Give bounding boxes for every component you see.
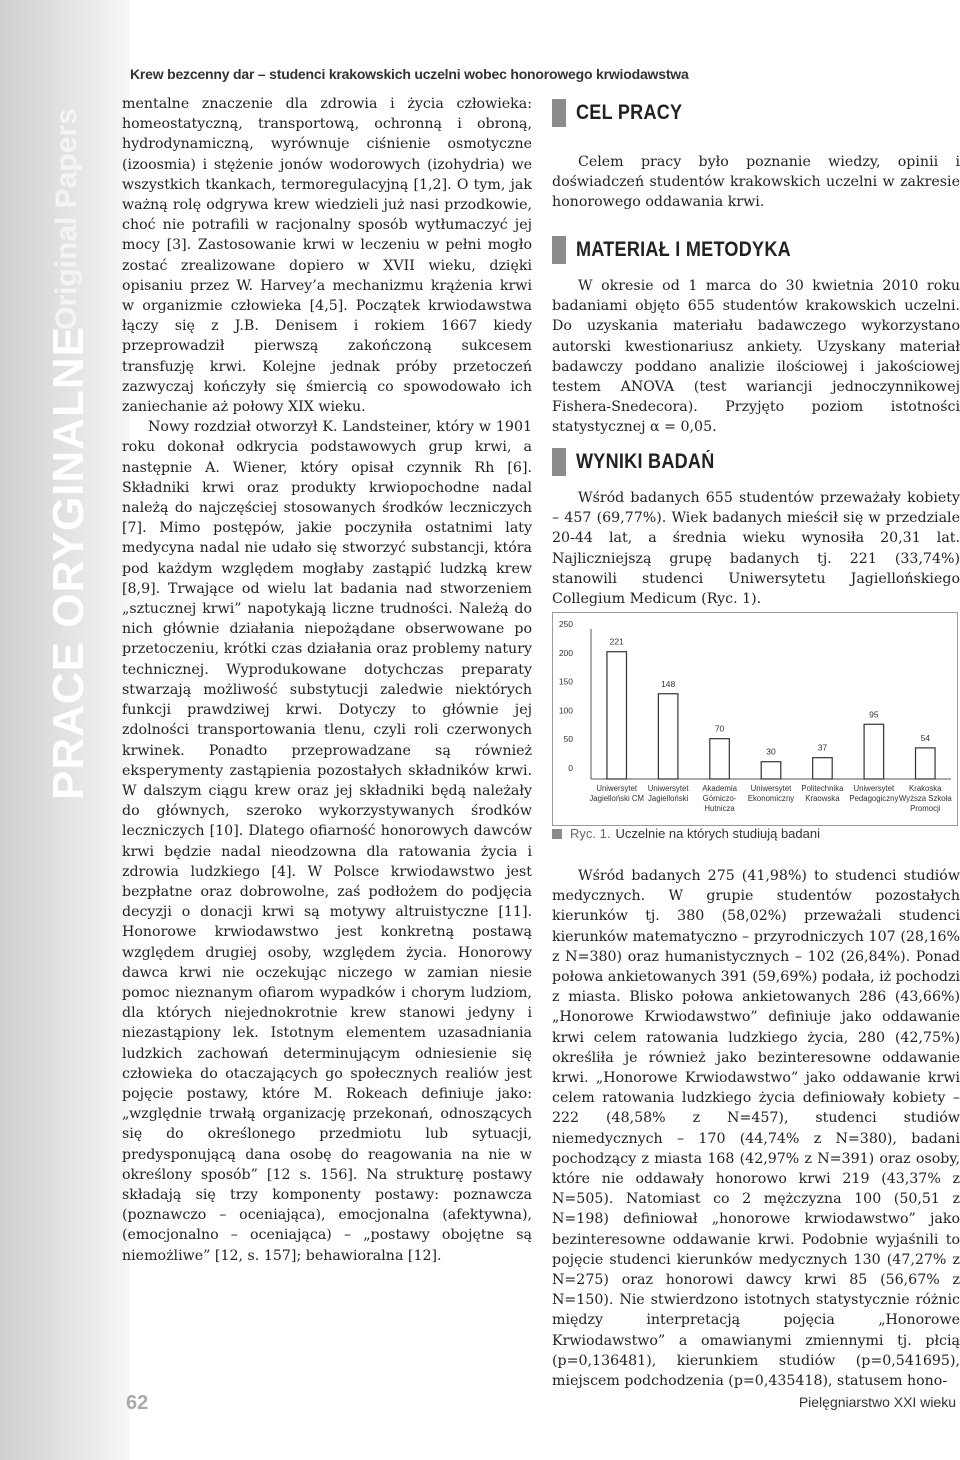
y-tick-label: 200 [558,647,573,658]
heading-square-icon [552,448,566,476]
left-column [122,94,532,1266]
section-heading-cel: CEL PRACY [552,99,700,127]
heading-square-icon [552,236,566,264]
x-tick-label: Uniwersytet [853,784,895,793]
section-text-cel: Celem pracy było poznanie wiedzy, opinii i doświadczeń studentów krakowskich uczelni w zakresie honorowego oddawania krwi. [552,154,960,211]
section-label-pl: PRACE ORYGINALNE [44,326,93,800]
bar-chart-svg [553,613,957,825]
section-text-metody: W okresie od 1 marca do 30 kwietnia 2010 roku badaniami objęto 655 studentów krakowskich uczelni. Do uzyskania materiału badawczego wykorzystano autorski kwestionariusz ankiety. Uzyskany materiał badawczy poddano analizie ilościowej i jakościowej testem ANOVA (test wariancji jednoczynnikowej Fishera-Snedecora). Przyjęto poziom istotności statystycznej α = 0,05. [552,278,960,436]
figure-caption [552,826,820,841]
x-tick-label: Uniwersytet [647,784,689,793]
figure-label: Ryc. 1. [570,826,611,841]
x-tick-label: Uniwersytet [750,784,792,793]
x-tick-label: Politechnika [801,784,844,793]
page-number: 62 [126,1392,149,1414]
x-tick-label: Uniwersytet [596,784,638,793]
data-label: 221 [609,636,624,647]
x-tick-label: Hutnicza [704,804,735,813]
x-tick-label: Akademia [702,784,737,793]
bar [916,748,936,779]
x-tick-label: Jagielloński CM [589,794,645,803]
x-tick-label: Promocji [910,804,941,813]
y-tick-label: 150 [558,676,573,687]
figure-caption-text: Uczelnie na których studiują badani [615,826,820,841]
y-tick-label: 100 [558,705,573,716]
bar [813,758,833,779]
x-tick-label: Ekonomiczny [747,794,795,803]
section-text-wyniki-1: Wśród badanych 655 studentów przeważały kobiety – 457 (69,77%). Wiek badanych mieścił się w przedziale 20-44 lat, a średnia wieku wynosiła 20,31 lat. Najliczniejszą grupę badanych tj. 221 (33,74%) stanowili studenci Uniwersytetu Jagiellońskiego Collegium Medicum (Ryc. 1). [552,490,960,608]
section-label-en: Original Papers [50,108,83,330]
x-tick-label: Górniczo- [702,794,737,803]
sidebar-band [0,0,130,1460]
running-title: Krew bezcenny dar – studenci krakowskich uczelni wobec honorowego krwiodawstwa [130,66,689,82]
bar [658,694,678,779]
bar [761,762,781,779]
y-tick-label: 0 [568,763,573,773]
data-label: 54 [920,732,931,743]
paragraph: mentalne znaczenie dla zdrowia i życia człowieka: homeostatyczną, transportową, ochronną i obroną, hydrodynamiczną, wyrównuje ciśnienie osmotyczne (izoosmia) i stężenie jonów wodorowych (izohydria) we wszystkich tkankach, termoregulacyjną [1,2]. O tym, jak ważną rolę odgrywa krew wiedzieli już nasi przodkowie, choć nie potrafili w racjonalny sposób wytłumaczyć jej mocy [3]. Zastosowanie krwi w leczeniu w pełni mogło zostać zrealizowane dopiero w XVII wieku, dzięki opisaniu przez W. Harvey’a mechanizmu krążenia krwi w organizmie człowieka [4,5]. Początek krwiodawstwa łączy się z J.B. Denisem i rokiem 1667 kiedy przeprowadził pierwszą zakończoną sukcesem transfuzję krwi. Kolejne jednak próby przetoczeń zazwyczaj kończyły się śmiercią co spowodowało ich zaniechanie aż połowy XIX wieku. [122,96,532,416]
caption-square-icon [552,829,562,839]
data-label: 70 [714,723,725,734]
bar-chart [552,612,958,826]
y-tick-label: 50 [563,734,573,745]
section-heading-wyniki: WYNIKI BADAŃ [552,448,737,476]
x-tick-label: Krakoska [909,784,942,793]
x-tick-label: Pedagogiczny [849,794,899,803]
bar [607,652,627,779]
paragraph: Nowy rozdział otworzył K. Landsteiner, który w 1901 roku dokonał odkrycia podstawowych grup krwi, a następnie A. Wiener, który opisał czynnik Rh [6]. Składniki krwi oraz produkty krwiopochodne nadal należą do najczęściej stosowanych środków leczniczych [7]. Mimo postępów, jakie poczyniła ostatnimi laty medycyna nadal nie udało się stworzyć substancji, która pod każdym względem mogłaby zastąpić ludzką krew [8,9]. Trwające od wielu lat badania nad stworzeniem „sztucznej krwi” napotykają liczne trudności. Należą do nich głównie działania niepożądane obserwowane po przetoczeniu, krótki czas działania oraz problemy natury technicznej. Wyprodukowane dotychczas preparaty stwarzają możliwość substytucji zaledwie niektórych funkcji prawdziwej krwi. Dotyczy to głównie jej zdolności transportowania tlenu, czyli roli czerwonych krwinek. Ponadto przeprowadzane są również eksperymenty zastąpienia pozostałych składników krwi. W dalszym ciągu krew oraz jej składniki będą należały do głównych, szeroko wykorzystywanych środków leczniczych [10]. Dlatego ofiarność honorowych dawców krwi będzie nadal nieodzowna dla ratowania życia i zdrowia ludzkiego [4]. W Polsce krwiodawstwo jest bezpłatne oraz dobrowolne, zaś podłożem do podjęcia decyzji o donacji krwi są motywy altruistyczne [11]. Honorowe krwiodawstwo jest konkretną postawą względem drugiej osoby, względem życia. Honorowy dawca krwi nie oczekując niczego w zamian niesie pomoc nieznanym ofiarom wypadków i chorym ludziom, dla których niejednokrotnie krew stanowi jedyny i niezastąpiony lek. Istotnym elementem uzasadniania ludzkich zachowań determinującym odniesienie się człowieka do otaczających go społecznych realiów jest pojęcie postawy, które M. Rokeach definiuje jako: „względnie trwałą organizację przekonań, odnoszących się do określonego przedmiotu lub sytuacji, predysponującą dana osobę do reagowania na nie w określony sposób” [12 s. 156]. Na strukturę postawy składają się trzy komponenty postawy: poznawcza (poznawczo – oceniająca), emocjonalna (afektywna), (emocjonalno – oceniająca) – „postawy obojętne są niemożliwe” [12, s. 157]; behawioralna [12]. [122,419,532,1264]
x-tick-label: Wyższa Szkoła [898,794,952,803]
section-heading-metody: MATERIAŁ I METODYKA [552,236,826,264]
x-tick-label: Jagielloński [647,794,689,803]
data-label: 30 [766,746,776,757]
data-label: 37 [817,742,828,753]
journal-name: Pielęgniarstwo XXI wieku [798,1394,956,1410]
data-label: 148 [661,678,676,689]
heading-square-icon [552,99,566,127]
bar [710,739,730,779]
x-tick-label: Kraowska [805,794,840,803]
y-tick-label: 250 [558,619,573,629]
data-label: 95 [869,709,879,720]
section-text-wyniki-2: Wśród badanych 275 (41,98%) to studenci studiów medycznych. W grupie studentów pozostałych kierunków tj. 380 (58,02%) przeważali studenci kierunków matematyczno – przyrodniczych 107 (28,16% z N=380) oraz humanistycznych – 102 (26,84%). Ponad połowa ankietowanych 391 (59,69%) podała, iż pochodzi z miasta. Blisko połowa ankietowanych 286 (43,66%) „Honorowe Krwiodawstwo” definiuje jako oddawanie krwi celem ratowania ludzkiego życia, 280 (42,75%) określiła je również jako bezinteresowne oddawanie krwi. „Honorowe Krwiodawstwo” jako oddawanie krwi celem ratowania ludzkiego życia definiowały kobiety – 222 (48,58% z N=457), studenci studiów niemedycznych – 170 (44,74% z N=380), badani pochodzący z miasta 168 (42,97% z N=391) oraz osoby, które nie oddawały honorowo krwi 219 (43,37% z N=505). Natomiast co 2 mężczyzna 100 (50,51 z N=198) definiował „honorowe krwiodawstwo” jako bezinteresowne oddawanie krwi. Podobnie wyjaśnili to pojęcie studenci kierunków medycznych 130 (47,27% z N=275) oraz honorowi dawcy krwi 85 (56,67% z N=150). Nie stwierdzono istotnych statystycznie różnic między interpretacją pojęcia „Honorowe Krwiodawstwo” a omawianymi zmiennymi tj. płcią (p=0,136481), kierunkiem studiów (p=0,541695), miejscem podchodzenia (p=0,435418), statusem hono- [552,868,960,1390]
bar [864,724,884,779]
